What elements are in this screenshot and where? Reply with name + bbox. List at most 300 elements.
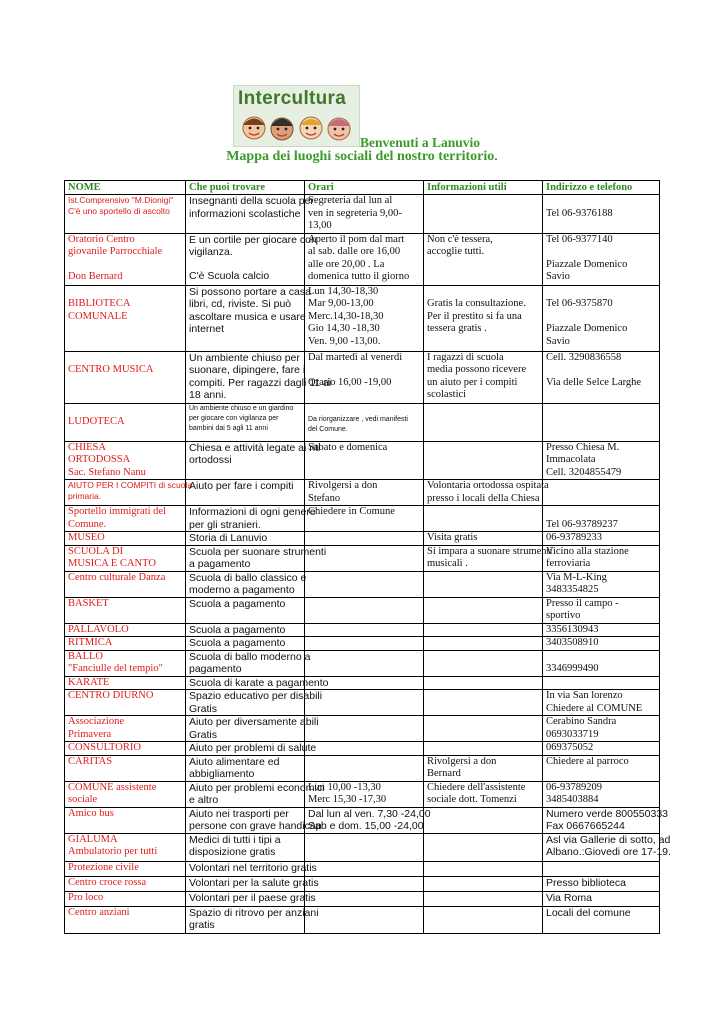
table-row (65, 906, 660, 933)
cell-text-line: Chiesa e attività legate ai riti (189, 441, 321, 454)
cell-orari (305, 891, 424, 906)
cell-informazioni-utili (424, 861, 543, 876)
cell-informazioni-utili (424, 833, 543, 861)
cell-informazioni-utili (424, 742, 543, 756)
cell-text-line: Aiuto per fare i compiti (189, 480, 294, 492)
cell-indirizzo-telefono (543, 876, 660, 891)
cell-indirizzo-telefono (543, 906, 660, 933)
cell-nome (65, 637, 186, 651)
cell-text-line: primaria. (68, 491, 102, 501)
cell-text-line: I ragazzi di scuola (427, 351, 504, 363)
cell-nome (65, 906, 186, 933)
cell-text-line: Ist.Comprensivo "M.Dionigi" (68, 195, 174, 205)
cell-text-line: Visita gratis (427, 532, 478, 543)
cell-text-line: compiti. Per ragazzi dagli 11 ai (189, 376, 332, 389)
cell-text-line: Locali del comune (546, 906, 631, 919)
cell-spacer (68, 404, 182, 417)
cell-text-line: Per il prestito si fa una (427, 310, 522, 322)
cell-che-puoi-trovare (186, 285, 311, 351)
cell-text-line: Don Bernard (68, 271, 123, 282)
table-header-row (65, 181, 660, 195)
cell-text-line: MUSICA E CANTO (68, 558, 156, 569)
cell-text-line: 3356130943 (546, 623, 599, 635)
cell-informazioni-utili (424, 690, 543, 716)
cell-text-line: Gratis (189, 702, 218, 715)
cell-text-line: Aiuto per problemi di salute (189, 742, 317, 754)
cell-text-line: Mar 9,00-13,00 (308, 298, 374, 309)
cell-text-line: Volontari per il paese gratis (189, 891, 316, 904)
cell-text-line: "Fanciulle del tempio" (68, 663, 163, 674)
cell-orari (305, 351, 424, 403)
cell-nome (65, 480, 193, 506)
cell-text-line: SCUOLA DI (68, 545, 124, 557)
cell-text-line: Scuola a pagamento (189, 623, 286, 636)
cell-text-line: internet (189, 323, 225, 335)
cell-text-line: domenica tutto il giorno (308, 271, 410, 282)
cell-text-line: vigilanza. (189, 246, 233, 258)
cell-text-line: Protezione civile (68, 861, 139, 873)
cell-indirizzo-telefono (543, 233, 660, 285)
cell-informazioni-utili (424, 545, 553, 571)
table-row (65, 755, 660, 781)
cell-text-line: Gratis (189, 728, 218, 741)
cell-text-line: GIALUMA (68, 833, 118, 845)
cell-text-line: COMUNALE (68, 310, 128, 322)
cell-che-puoi-trovare (186, 597, 305, 623)
cell-spacer (68, 352, 182, 365)
cell-text-line: sociale (68, 794, 98, 805)
cell-text-line: accoglie tutti. (427, 246, 485, 257)
intercultura-logo (233, 85, 360, 147)
cell-text-line: Medici di tutti i tipi a (189, 833, 281, 846)
cell-text-line: Orario 16,00 -19,00 (308, 376, 392, 388)
cell-indirizzo-telefono (543, 403, 660, 441)
cell-text-line: per gli stranieri. (189, 518, 261, 531)
cell-text-line: tessera gratis . (427, 323, 487, 334)
cell-text-line: C'è uno sportello di ascolto (68, 206, 170, 216)
cell-text-line: BIBLIOTECA (68, 298, 131, 309)
cell-text-line: Sab e dom. 15,00 -24,00 (308, 820, 424, 832)
cell-indirizzo-telefono (543, 623, 660, 637)
cell-indirizzo-telefono (543, 351, 660, 403)
cell-text-line: al sab. dalle ore 16,00 (308, 246, 401, 257)
cell-text-line: Spazio di ritrovo per anziani (189, 906, 319, 919)
cell-nome (65, 690, 186, 716)
cell-che-puoi-trovare (186, 623, 305, 637)
table-row (65, 650, 660, 676)
cell-orari (305, 650, 424, 676)
cell-informazioni-utili (424, 637, 543, 651)
cell-text-line (308, 364, 420, 377)
cell-text-line: Tel 06-9376188 (546, 207, 613, 219)
cell-text-line: 3483354825 (546, 584, 599, 595)
cell-informazioni-utili (424, 781, 543, 807)
cell-indirizzo-telefono (543, 833, 671, 861)
table-row (65, 545, 660, 571)
cell-text-line: Stefano (308, 492, 341, 504)
cell-text-line: Associazione (68, 716, 124, 727)
header-indirizzo-telefono: Indirizzo e telefono (543, 181, 660, 195)
cell-text-line: Merc.14,30-18,30 (308, 310, 384, 322)
cell-text-line: Aiuto alimentare ed (189, 755, 280, 768)
cell-text-line: Chiedere in Comune (308, 506, 395, 517)
cell-text-line: Chiedere al parroco (546, 755, 629, 767)
cell-spacer (546, 506, 656, 519)
cell-orari (305, 480, 424, 506)
cell-text-line: suonare, dipingere, fare i (189, 364, 306, 376)
cell-informazioni-utili (424, 532, 543, 546)
header-nome: NOME (65, 181, 186, 195)
subtitle-text: Mappa dei luoghi sociali del nostro territorio (226, 149, 495, 164)
cell-text-line: Aiuto per problemi economici (189, 781, 325, 794)
cell-text-line: Presso il campo - (546, 597, 619, 609)
cell-orari (305, 637, 424, 651)
cell-text-line: Gratis la consultazione. (427, 298, 526, 309)
cell-indirizzo-telefono (543, 716, 660, 742)
cell-text-line: CENTRO DIURNO (68, 690, 154, 701)
cell-orari (305, 861, 424, 876)
cell-nome (65, 891, 186, 906)
cell-nome (65, 650, 186, 676)
cell-informazioni-utili (424, 623, 543, 637)
table-row (65, 195, 660, 234)
cell-nome (65, 781, 186, 807)
cell-nome (65, 676, 186, 690)
cell-text-line: Si possono portare a casa (189, 285, 311, 298)
table-row (65, 781, 660, 807)
cell-text-line: Scuola di ballo moderno a (189, 650, 311, 663)
table-row (65, 441, 660, 480)
cell-orari (305, 441, 424, 480)
cell-text-line: 06-93789233 (546, 532, 602, 543)
cell-text-line: Scuola di karate a pagamento (189, 676, 329, 689)
cell-informazioni-utili (424, 285, 543, 351)
cell-che-puoi-trovare (186, 195, 314, 234)
cell-text-line: Chiedere al COMUNE (546, 702, 643, 714)
cell-text-line: Via delle Selce Larghe (546, 376, 642, 388)
table-row (65, 480, 660, 506)
cell-text-line: Primavera (68, 728, 112, 740)
cell-orari (305, 906, 424, 933)
cell-nome (65, 807, 186, 833)
cell-che-puoi-trovare (186, 403, 305, 441)
social-places-table (64, 180, 671, 934)
header-che-puoi-trovare: Che puoi trovare (186, 181, 305, 195)
cell-text-line: CARITAS (68, 755, 113, 767)
cell-che-puoi-trovare (186, 545, 327, 571)
cell-indirizzo-telefono (543, 807, 669, 833)
cell-che-puoi-trovare (186, 351, 332, 403)
cell-orari (305, 532, 424, 546)
cell-orari (305, 690, 424, 716)
cell-che-puoi-trovare (186, 891, 316, 906)
table-row (65, 506, 660, 532)
cell-nome (65, 861, 186, 876)
cell-text-line: Amico bus (68, 807, 114, 819)
cell-che-puoi-trovare (186, 833, 305, 861)
cell-informazioni-utili (424, 676, 543, 690)
cell-text-line: Savio (546, 271, 570, 282)
cell-text-line: Non c'è tessera, (427, 233, 493, 245)
cell-che-puoi-trovare (186, 876, 319, 891)
cell-che-puoi-trovare (186, 742, 317, 756)
cell-text-line: CENTRO MUSICA (68, 364, 154, 375)
cell-orari (305, 742, 424, 756)
cell-nome (65, 545, 186, 571)
header-orari: Orari (305, 181, 424, 195)
cell-text-line: Piazzale Domenico (546, 258, 628, 270)
cell-text-line: Presso Chiesa M. (546, 441, 620, 453)
table-row (65, 403, 660, 441)
cell-text-line: Si impara a suonare strumenti (427, 545, 553, 557)
cell-indirizzo-telefono (543, 571, 660, 597)
cell-che-puoi-trovare (186, 755, 305, 781)
cell-text-line: Tel 06-9375870 (546, 298, 613, 309)
cell-text-line: Spazio educativo per disabili (189, 690, 323, 702)
cell-che-puoi-trovare (186, 650, 311, 676)
cell-text-line: In via San lorenzo (546, 690, 623, 701)
cell-text-line: Gio 14,30 -18,30 (308, 323, 380, 334)
cell-che-puoi-trovare (186, 861, 317, 876)
cell-text-line: Sportello immigrati del (68, 506, 166, 517)
cell-indirizzo-telefono (543, 285, 660, 351)
cell-indirizzo-telefono (543, 597, 660, 623)
table-row (65, 742, 660, 756)
cell-text-line: ORTODOSSA (68, 454, 131, 465)
cell-text-line: Sac. Stefano Nanu (68, 466, 146, 478)
cell-text-line: Volontaria ortodossa ospitata (427, 480, 549, 491)
cell-text-line: gratis (189, 919, 215, 931)
cell-text-line: Volontari nel territorio gratis (189, 861, 317, 874)
cell-text-line: Informazioni di ogni genere (189, 506, 316, 518)
cell-text-line: Presso biblioteca (546, 876, 626, 889)
cell-text-line: Un ambiente chiuso per (189, 351, 300, 364)
cell-text-line: Via Roma (546, 891, 592, 904)
cell-che-puoi-trovare (186, 781, 325, 807)
cell-informazioni-utili (424, 480, 549, 506)
cell-text-line: KARATE (68, 676, 110, 688)
cell-text-line: ven in segreteria 9,00- (308, 207, 402, 219)
table-row (65, 571, 660, 597)
cell-spacer (546, 286, 656, 299)
cell-spacer (546, 195, 656, 208)
cell-text-line: RITMICA (68, 637, 113, 648)
cell-orari (305, 807, 431, 833)
cell-indirizzo-telefono (543, 506, 660, 532)
cell-informazioni-utili (424, 195, 543, 234)
table-row (65, 690, 660, 716)
cell-text-line: Tel 06-9377140 (546, 233, 613, 245)
cell-indirizzo-telefono (543, 690, 660, 716)
cell-spacer (546, 651, 656, 664)
cell-che-puoi-trovare (186, 506, 316, 532)
cell-nome (65, 876, 186, 891)
cell-orari (305, 285, 424, 351)
welcome-heading: Benvenuti a Lanuvio (360, 135, 481, 150)
cell-informazioni-utili (424, 597, 543, 623)
cell-che-puoi-trovare (186, 441, 321, 480)
cell-text-line: Rivolgersi a don (427, 755, 497, 767)
table-row (65, 597, 660, 623)
cell-spacer (68, 286, 182, 299)
cell-text-line: persone con grave handicap (189, 820, 322, 832)
cell-text-line: Pro loco (68, 891, 104, 903)
cell-orari (305, 755, 424, 781)
cell-text-line: Centro croce rossa (68, 876, 147, 888)
cell-text-line: del Comune. (308, 425, 348, 433)
cell-informazioni-utili (424, 351, 543, 403)
cell-nome (65, 833, 186, 861)
cell-informazioni-utili (424, 906, 543, 933)
cell-text-line (546, 246, 656, 259)
cell-informazioni-utili (424, 571, 543, 597)
table-row (65, 833, 660, 861)
cell-informazioni-utili (424, 755, 543, 781)
cell-text-line: Asl via Gallerie di sotto, ad (546, 833, 671, 846)
cell-che-puoi-trovare (186, 807, 322, 833)
cell-nome (65, 742, 186, 756)
cell-text-line: C'è Scuola calcio (189, 269, 270, 282)
table-body (65, 195, 671, 934)
cell-text-line: disposizione gratis (189, 846, 276, 858)
cell-indirizzo-telefono (543, 480, 660, 506)
cell-text-line: Comune. (68, 518, 107, 530)
cell-informazioni-utili (424, 403, 543, 441)
cell-nome (65, 403, 186, 441)
table-row (65, 532, 660, 546)
cell-text-line: ortodossi (189, 454, 232, 466)
cell-informazioni-utili (424, 876, 543, 891)
cell-text-line (189, 259, 301, 270)
subtitle-period: . (494, 149, 498, 164)
cell-indirizzo-telefono (543, 545, 660, 571)
table-row (65, 716, 660, 742)
cell-orari (305, 623, 424, 637)
cell-text-line: Aiuto nei trasporti per (189, 807, 289, 820)
table-row (65, 351, 660, 403)
cell-text-line: scolastici (427, 389, 467, 400)
cell-che-puoi-trovare (186, 571, 305, 597)
cell-text-line: Dal martedì al venerdì (308, 351, 403, 363)
cell-text-line: e altro (189, 794, 219, 806)
cell-text-line: 13,00 (308, 220, 332, 231)
cell-spacer (427, 286, 539, 299)
cell-orari (305, 833, 424, 861)
cell-text-line: CONSULTORIO (68, 742, 141, 753)
cell-che-puoi-trovare (186, 690, 323, 716)
cell-text-line: ascoltare musica e usare (189, 310, 306, 323)
cell-che-puoi-trovare (186, 480, 305, 506)
cell-text-line: informazioni scolastiche (189, 207, 301, 220)
cell-text-line: abbigliamento (189, 768, 255, 780)
cell-indirizzo-telefono (543, 891, 660, 906)
cell-text-line: Lun 14,30-18,30 (308, 285, 379, 297)
cell-nome (65, 571, 186, 597)
cell-text-line: a pagamento (189, 558, 251, 570)
cell-nome (65, 623, 186, 637)
cell-text-line: Immacolata (546, 454, 596, 465)
table-row (65, 676, 660, 690)
cell-text-line: Scuola a pagamento (189, 637, 286, 649)
cell-text-line: 0693033719 (546, 728, 599, 740)
cell-orari (305, 597, 424, 623)
table-row (65, 807, 660, 833)
cell-text-line: media possono ricevere (427, 364, 527, 375)
cell-che-puoi-trovare (186, 676, 329, 690)
cell-che-puoi-trovare (186, 532, 305, 546)
cell-orari (305, 571, 424, 597)
cell-text-line: Ambulatorio per tutti (68, 846, 158, 857)
cell-text-line: 3346999490 (546, 663, 599, 674)
cell-text-line: Lun 10,00 -13,30 (308, 781, 381, 793)
cell-che-puoi-trovare (186, 716, 319, 742)
cell-orari (305, 195, 424, 234)
cell-indirizzo-telefono (543, 195, 660, 234)
cell-text-line: E un cortile per giocare con (189, 233, 317, 246)
cell-informazioni-utili (424, 807, 543, 833)
cell-text-line: Numero verde 800550333 (546, 807, 669, 820)
cell-text-line: Cerabino Sandra (546, 716, 617, 727)
cell-text-line: Un ambiente chiuso e un giardino (189, 404, 294, 412)
cell-nome (65, 195, 186, 234)
cell-text-line: Cell. 3204855479 (546, 466, 622, 478)
cell-orari (305, 403, 424, 441)
cell-informazioni-utili (424, 716, 543, 742)
cell-indirizzo-telefono (543, 755, 660, 781)
cell-text-line: alle ore 20,00 . La (308, 258, 385, 270)
cell-text-line: 18 anni. (189, 389, 227, 401)
cell-text-line: presso i locali della Chiesa (427, 492, 540, 504)
cell-text-line: AIUTO PER I COMPITI di scuola (68, 480, 193, 490)
cell-text-line: Via M-L-King (546, 571, 607, 583)
logo-text: Intercultura (238, 88, 347, 109)
cell-text-line: 3485403884 (546, 794, 599, 805)
cell-text-line: Centro culturale Danza (68, 571, 166, 583)
table-row (65, 637, 660, 651)
cell-text-line: COMUNE assistente (68, 781, 157, 793)
cell-text-line: Chiedere dell'assistente (427, 781, 526, 793)
cell-text-line: Cell. 3290836558 (546, 351, 622, 363)
cell-text-line: 3403508910 (546, 637, 599, 648)
cell-indirizzo-telefono (543, 650, 660, 676)
cell-nome (65, 532, 186, 546)
cell-informazioni-utili (424, 441, 543, 480)
cell-text-line: Segreteria dal lun al (308, 195, 393, 206)
children-faces-illustration (234, 108, 360, 147)
cell-text-line: Ven. 9,00 -13,00. (308, 335, 381, 347)
cell-text-line: libri, cd, riviste. Si può (189, 298, 292, 310)
cell-text-line: musicali . (427, 558, 468, 569)
table-row (65, 876, 660, 891)
table-row (65, 285, 660, 351)
cell-text-line: Aiuto per diversamente abili (189, 716, 319, 728)
cell-orari (305, 506, 424, 532)
table-row (65, 891, 660, 906)
cell-text-line: CHIESA (68, 441, 106, 453)
cell-indirizzo-telefono (543, 861, 660, 876)
cell-text-line: Dal lun al ven. 7,30 -24,00 (308, 807, 431, 820)
cell-indirizzo-telefono (543, 532, 660, 546)
cell-nome (65, 233, 186, 285)
cell-text-line: Piazzale Domenico (546, 323, 628, 334)
cell-informazioni-utili (424, 233, 543, 285)
cell-text-line: 069375052 (546, 742, 594, 753)
table-row (65, 233, 660, 285)
cell-text-line: BASKET (68, 597, 109, 609)
cell-nome (65, 441, 186, 480)
cell-text-line: Storia di Lanuvio (189, 532, 268, 544)
cell-text-line: ferroviaria (546, 558, 591, 569)
